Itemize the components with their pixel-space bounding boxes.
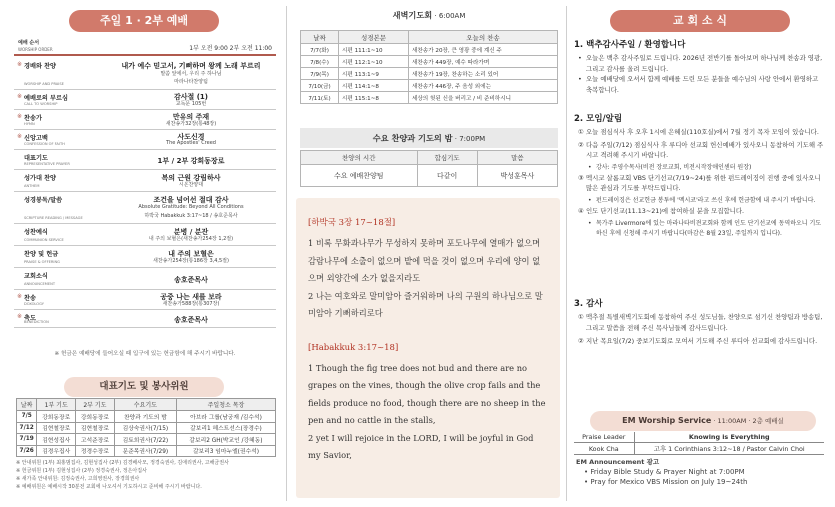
prayer-cell: 7/19 <box>17 434 37 446</box>
news-sub-text: 강사: 주영수목사(비전 장로교회, 비전시작장애인센터 원장) <box>596 163 752 171</box>
em-row <box>574 432 824 443</box>
news-item <box>574 127 824 138</box>
dawn-cell: 시편 115:1~8 <box>339 92 409 104</box>
note-line: ※ 예배위원은 예배시작 30분전 교회에 나오셔서 기도하시고 준비해 주시기 바랍니다. <box>16 484 202 490</box>
dawn-title-line: 새벽기도회 · 6:00AM <box>392 10 466 20</box>
worship-item-detail: 조건을 넘어선 절대 감사 <box>153 196 229 205</box>
news-section-2 <box>574 112 824 239</box>
worship-item-label: 성가대 찬양 <box>24 175 57 182</box>
worship-item-label-en: ANNOUNCEMENT <box>24 282 56 286</box>
scripture-verse-kr: 1 비록 무화과나무가 무성하지 못하며 포도나무에 열매가 없으며 감람나무에 소출이 없으며 밭에 먹을 것이 없으며 우리에 양이 없으며 외양간에 소가 없을지라도 <box>308 238 541 283</box>
worship-item-detail: 복의 근원 강림하사 <box>161 173 221 182</box>
offering-footnote: ※ 헌금은 예배당에 들어오실 때 입구에 있는 헌금함에 해 주시기 바랍니다. <box>54 351 236 357</box>
worship-item-detail: 새찬송가588장(통307장) <box>162 301 220 307</box>
news-item-text: 멕시코 살롬교회 VBS 단기선교(7/19~24)를 위한 펀드레이징이 진행 중에 있사오니 많은 관심과 기도를 부탁드립니다. <box>586 173 821 193</box>
news-item-text: 맥추절 특별새벽기도회에 동참하여 주신 성도님들, 찬양으로 섬기신 찬양팀과 방송팀, 그리고 말씀을 전해 주신 목사님들께 감사드립니다. <box>586 313 823 332</box>
dawn-cell: 시편 112:1~10 <box>339 56 409 68</box>
news-item: • 오늘 예배당에 오셔서 함께 예배를 드린 모든 분들을 예수님의 사랑 안에서 환영하고 축복합니다. <box>578 75 819 94</box>
news-list <box>574 127 824 239</box>
prayer-row <box>17 445 276 457</box>
prayer-cell: 7/26 <box>17 445 37 457</box>
scripture-ref-kr: [하박국 3장 17~18절] <box>308 218 396 228</box>
wednesday-title-bar: 수요 찬양과 기도의 밤 · 7:00PM <box>300 128 558 148</box>
item-number: ② <box>578 337 584 346</box>
dawn-column-header: 날짜 <box>301 31 339 44</box>
worship-item-label: 예배로의 부르심 <box>24 95 68 102</box>
dawn-title: 새벽기도회 <box>392 10 433 20</box>
news-item-text: 인도 단기선교(11.13~21)에 참여하실 분을 모집합니다. <box>586 206 745 215</box>
worship-item-detail: 마라나타찬양팀 <box>174 79 208 86</box>
wednesday-table-row <box>301 165 558 187</box>
dawn-cell: 7/11(토) <box>301 92 339 104</box>
worship-item-label-en: COMMUNION SERVICE <box>24 238 64 242</box>
prayer-cell: 김현성집사 <box>37 434 76 446</box>
news-item: • 오늘은 백추 감사주일로 드립니다. 2026년 전반기를 돌아보며 하나님께 찬송과 영광, 그리고 감사를 올려 드립니다. <box>578 54 823 73</box>
dawn-table-header <box>301 31 558 44</box>
worship-item-detail: 송호준목사 <box>174 315 208 324</box>
news-item <box>574 336 824 347</box>
wednesday-cell: 수요 예배찬양팀 <box>301 165 418 187</box>
dawn-cell: 새찬송가 446장, 주 음성 외에는 <box>409 80 558 92</box>
note-line: ※ 헌금위원 (1부) 김현성집사 (2부) 정경숙권사, 정은아집사 <box>16 468 147 474</box>
em-announcement-item: • Friday Bible Study & Prayer Night at 7:00PM <box>584 468 745 476</box>
worship-item-label: 경배와 찬양 <box>24 63 57 70</box>
dawn-cell: 7/9(목) <box>301 68 339 80</box>
service-times: 1부 오전 9:00 2부 오전 11:00 <box>189 45 272 52</box>
news-sub-text: 목가주 Livermore에 있는 마라나타비젼교회와 함께 인도 단기선교에 동역하오니 기도하신 후에 신청해 주시기 바랍니다(마감은 8월 23일, 주일까지 입니다). <box>596 219 822 237</box>
worship-item-detail: 시온찬양대 <box>178 182 204 188</box>
worship-item-label: 찬송 <box>24 295 36 302</box>
news-item-text: 지난 목요일(7/2) 중보기도회로 모여서 기도해 주신 루디아 선교회에 감사드립니다. <box>586 337 818 346</box>
news-item-text: 오늘 예배당에 오셔서 함께 예배를 드린 모든 분들을 예수님의 사랑 안에서 환영하고 축복합니다. <box>586 75 819 94</box>
worship-item-label: 신앙고백 <box>24 135 48 142</box>
worship-item-label: 축도 <box>24 315 36 322</box>
worship-item-detail: 1부 / 2부 강희동장로 <box>157 156 225 165</box>
dawn-cell: 시편 114:1~8 <box>339 80 409 92</box>
prayer-cell: 김토희권사(7/22) <box>114 434 176 446</box>
worship-item-detail: 교독문 105번 <box>175 101 207 107</box>
prayer-cell: 정경수장로 <box>76 445 115 457</box>
worship-item-detail: 만유의 주재 <box>172 112 210 121</box>
wednesday-column-header: 말씀 <box>477 151 557 165</box>
dawn-row <box>301 92 558 104</box>
worship-item-detail: 내 주의 보혈은 <box>168 249 214 258</box>
em-time: 11:00AM · 2층 예배실 <box>717 417 784 425</box>
worship-order-row <box>14 150 276 170</box>
prayer-cell: 김경우집사 <box>37 445 76 457</box>
worship-order-row <box>14 130 276 150</box>
prayer-cell: 아브라 그룹(남궁재 /김수석) <box>176 411 275 423</box>
worship-item-detail: 공중 나는 새를 보라 <box>160 292 222 301</box>
worship-order-label: 예배 순서 <box>18 40 40 46</box>
news-section-3 <box>574 297 824 350</box>
wednesday-column-header: 찬양의 시간 <box>301 151 418 165</box>
prayer-cell: 찬양과 기도의 밤 <box>114 411 176 423</box>
stand-marker: ※ <box>17 93 23 100</box>
stand-marker: ※ <box>17 293 23 300</box>
prayer-cell: 김상숙권사(7/15) <box>114 422 176 434</box>
worship-item-label-en: SCRIPTURE READING / MESSAGE <box>24 216 83 220</box>
em-announcement-text: Friday Bible Study & Prayer Night at 7:00PM <box>590 468 745 476</box>
scripture-box <box>296 198 560 498</box>
worship-order-row <box>14 246 276 268</box>
worship-order-row <box>14 170 276 192</box>
worship-item-label: 대표기도 <box>24 155 48 162</box>
worship-order-row <box>14 268 276 290</box>
note-line: ※ 새가족 안내위원: 김정숙권사, 고희영권사, 장경희권사 <box>16 476 140 482</box>
dawn-row <box>301 56 558 68</box>
worship-order-row <box>14 110 276 130</box>
praise-leader-label: Praise Leader <box>574 432 634 443</box>
scripture-verse-kr: 2 나는 여호와로 말미암아 즐거워하며 나의 구원의 하나님으로 말미암아 기뻐하리로다 <box>308 290 543 318</box>
dawn-row <box>301 80 558 92</box>
prayer-column-header: 1부 기도 <box>37 399 76 411</box>
worship-item-detail: 내가 예수 믿고서, 기뻐하며 왕께 노래 부르리 <box>121 62 261 71</box>
prayer-row <box>17 422 276 434</box>
dawn-schedule-table <box>300 30 558 104</box>
item-number: ① <box>578 313 584 321</box>
column-divider <box>286 6 287 501</box>
volunteer-notes <box>16 459 276 491</box>
item-number: ③ <box>578 173 584 182</box>
column-divider <box>566 6 567 501</box>
worship-item-label-en: HYMN <box>24 122 35 126</box>
worship-order-row <box>14 290 276 310</box>
dawn-cell: 7/7(화) <box>301 44 339 56</box>
news-item-text: 오늘 점심식사 후 오후 1시에 은혜실(110호실)에서 7월 정기 목자 모임이 있습니다. <box>586 128 819 136</box>
em-announcement-text: Pray for Mexico VBS Mission on July 19~24th <box>590 478 748 486</box>
prayer-row <box>17 434 276 446</box>
news-sub-item: • 강사: 주영수목사(비전 장로교회, 비전시작장애인센터 원장) <box>588 163 752 171</box>
worship-item-detail: 사도신경 <box>177 132 205 141</box>
worship-item-label: 찬송가 <box>24 115 42 122</box>
worship-item-detail: 감사절 (1) <box>174 92 208 101</box>
em-sermon-title: Knowing is Everything <box>634 432 824 443</box>
wednesday-column-header: 합심기도 <box>417 151 477 165</box>
worship-item-detail: 새찬송가32장(통48장) <box>165 121 217 127</box>
item-number: ④ <box>578 206 584 215</box>
praise-leader-name: Kook Cha <box>574 443 634 455</box>
worship-order-row <box>14 58 276 90</box>
worship-item-label: 성찬예식 <box>24 229 48 236</box>
em-announcements <box>576 457 824 487</box>
item-number: ① <box>578 128 584 136</box>
worship-item-label: 성경봉독/말씀 <box>24 197 63 204</box>
wednesday-cell: 다같이 <box>417 165 477 187</box>
em-announcement-title: EM Announcement 광고 <box>576 458 660 466</box>
prayer-column-header: 주일청소 목장 <box>176 399 275 411</box>
em-service-table <box>574 432 824 455</box>
worship-order-row <box>14 192 276 224</box>
wednesday-title: 수요 찬양과 기도의 밤 <box>372 133 453 143</box>
wednesday-cell: 박성훈목사 <box>477 165 557 187</box>
news-section-title: 3. 감사 <box>574 299 603 309</box>
worship-item-detail: 말씀 앞에서, 우리 주 하나님 <box>160 70 222 77</box>
stand-marker: ※ <box>17 313 23 320</box>
wednesday-table <box>300 150 558 187</box>
worship-item-label: 교회소식 <box>24 273 48 280</box>
worship-item-detail: 분병 / 분잔 <box>173 227 209 236</box>
prayer-cell: 갈보리1 헤스트선스(장경수) <box>176 422 275 434</box>
news-section-1 <box>574 38 824 95</box>
worship-item-detail: Absolute Gratitude: Beyond All Conditions <box>138 203 244 210</box>
dawn-cell: 세상의 헛된 신을 버리고 / 비 준비하시니 <box>409 92 558 104</box>
prayer-table-header <box>17 399 276 411</box>
news-sub-text: 펀드레이징은 선교헌금 봉투에 '멕시코'라고 쓰신 후에 헌금함에 내 주시기 바랍니다. <box>596 196 816 204</box>
item-number: ② <box>578 140 584 149</box>
news-title-pill <box>610 10 790 32</box>
dawn-cell: 새찬송가 449장, 예수 따라가며 <box>409 56 558 68</box>
prayer-cell: 갈보리2 GH(박교인 /강혜동) <box>176 434 275 446</box>
dawn-cell: 7/8(수) <box>301 56 339 68</box>
note-line: ※ 안내위원 (1부) 최홍범집사, 김현성집사 (2부) 김경배사모, 정경숙권사, 김애리권사, 고해금권사 <box>16 460 229 466</box>
news-item-text: 오늘은 백추 감사주일로 드립니다. 2026년 전반기를 돌아보며 하나님께 찬송과 영광, 그리고 감사를 올려 드립니다. <box>586 54 823 73</box>
worship-item-label-en: DOXOLOGY <box>24 302 44 306</box>
prayer-title: 대표기도 및 봉사위원 <box>99 381 189 392</box>
worship-item-label-en: CONFESSION OF FAITH <box>24 142 65 146</box>
wednesday-table-header <box>301 151 558 165</box>
prayer-cell: 강희동장로 <box>37 411 76 423</box>
dawn-column-header: 성경본문 <box>339 31 409 44</box>
dawn-cell: 새찬송가 19장, 찬송하는 소리 있어 <box>409 68 558 80</box>
news-item <box>574 140 824 161</box>
worship-order-row <box>14 310 276 328</box>
scripture-verse-en: 2 yet I will rejoice in the LORD, I will be joyful in God my Savior, <box>308 432 534 460</box>
dawn-time: 6:00AM <box>438 12 466 20</box>
news-column <box>574 0 824 507</box>
prayer-cell: 강희동장로 <box>76 411 115 423</box>
em-title: EM Worship Service <box>622 416 712 425</box>
worship-item-detail: 하박국 Habakkuk 3:17~18 / 송호준목사 <box>144 213 238 220</box>
worship-order-label-en: WORSHIP ORDER <box>18 47 53 52</box>
prayer-cell: 문준목권사(7/29) <box>114 445 176 457</box>
prayer-column-header: 수요기도 <box>114 399 176 411</box>
worship-order-row <box>14 90 276 110</box>
prayer-cell: 김현철장로 <box>76 422 115 434</box>
prayer-column-header: 2부 기도 <box>76 399 115 411</box>
worship-column <box>14 0 276 507</box>
em-announcement-item: • Pray for Mexico VBS Mission on July 19~24th <box>584 478 748 486</box>
prayer-cell: 김현철장로 <box>37 422 76 434</box>
worship-order-row <box>14 224 276 246</box>
stand-marker: ※ <box>17 113 23 120</box>
news-title: 교 회 소 식 <box>673 14 727 27</box>
prayer-column-header: 날짜 <box>17 399 37 411</box>
worship-order-header <box>14 38 276 56</box>
prayer-cell: 7/5 <box>17 411 37 423</box>
worship-item-label-en: PRAISE & OFFERING <box>24 260 60 264</box>
em-title-pill: EM Worship Service · 11:00AM · 2층 예배실 <box>590 411 816 431</box>
dawn-row <box>301 44 558 56</box>
em-row <box>574 443 824 455</box>
dawn-cell: 시편 111:1~10 <box>339 44 409 56</box>
news-section-title: 1. 백추감사주일 / 환영합니다 <box>574 40 686 50</box>
em-sermon-ref: 고후 1 Corinthians 3:12~18 / Pastor Calvin Choi <box>634 443 824 455</box>
stand-marker: ※ <box>17 133 23 140</box>
prayer-table-wrap <box>16 398 276 457</box>
prayer-table <box>16 398 276 457</box>
dawn-cell: 새찬송가 20장, 큰 영광 중에 계신 주 <box>409 44 558 56</box>
prayer-cell: 고석준장로 <box>76 434 115 446</box>
news-section-title: 2. 모임/알림 <box>574 114 623 124</box>
worship-item-detail: 송호준목사 <box>174 275 208 284</box>
stand-marker: ※ <box>17 61 23 68</box>
news-sub-item: • 펀드레이징은 선교헌금 봉투에 '멕시코'라고 쓰신 후에 헌금함에 내 주시기 바랍니다. <box>588 196 816 204</box>
news-item <box>574 206 824 217</box>
prayer-title-pill <box>64 377 224 397</box>
scripture-verse-en: 1 Though the fig tree does not bud and there are no grapes on the vines, though the olive crop fails and the fields produce no food, though there are no sheep in the pen and no cattle in the stalls, <box>308 362 546 425</box>
dawn-row <box>301 68 558 80</box>
news-item <box>574 312 824 333</box>
news-sub-item: • 목가주 Livermore에 있는 마라나타비젼교회와 함께 인도 단기선교에 동역하오니 기도하신 후에 신청해 주시기 바랍니다(마감은 8월 23일, 주일까지 입니다). <box>588 219 822 237</box>
worship-item-label-en: REPRESENTATIVE PRAYER <box>24 162 70 166</box>
worship-item-detail: 내 주의 보혈은(새찬송가254장 1,2절) <box>148 236 234 242</box>
worship-title: 주일 1 · 2부 예배 <box>100 14 188 27</box>
dawn-cell: 7/10(금) <box>301 80 339 92</box>
news-item <box>574 173 824 194</box>
worship-item-label-en: WORSHIP AND PRAISE <box>24 82 64 86</box>
worship-item-detail: The Apostles' Creed <box>166 140 216 146</box>
prayer-cell: 7/12 <box>17 422 37 434</box>
dawn-column-header: 오늘의 찬송 <box>409 31 558 44</box>
dawn-cell: 시편 113:1~9 <box>339 68 409 80</box>
wednesday-time: 7:00PM <box>459 135 486 143</box>
worship-title-pill <box>69 10 219 32</box>
prayer-cell: 갈보리3 임마누엘(권수석) <box>176 445 275 457</box>
prayer-meetings-column <box>296 0 560 507</box>
worship-item-detail: 새찬송가254장(통186장 3,4,5절) <box>153 258 229 264</box>
worship-item-label-en: BENEDICTION <box>24 320 49 324</box>
prayer-row <box>17 411 276 423</box>
news-list <box>574 312 824 347</box>
worship-item-label-en: CALL TO WORSHIP <box>24 102 58 106</box>
worship-item-label-en: ANTHEM <box>24 184 40 188</box>
news-item-text: 다음 주일(7/12) 점심식사 후 루디아 선교회 헌신예배가 있사오니 동참하여 기도해 주시고 격려해 주시기 바랍니다. <box>586 140 824 160</box>
scripture-ref-en: [Habakkuk 3:17~18] <box>308 342 399 353</box>
worship-item-label: 찬양 및 헌금 <box>24 251 59 258</box>
